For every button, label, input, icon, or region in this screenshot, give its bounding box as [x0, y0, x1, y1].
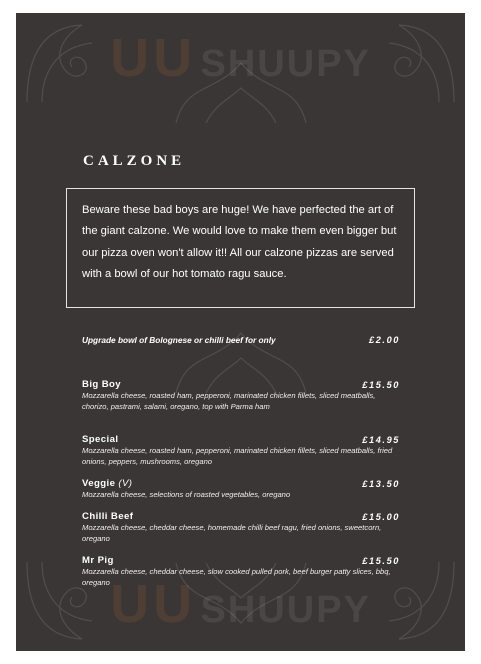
item-price: £15.00 [362, 512, 400, 522]
item-description: Mozzarella cheese, cheddar cheese, slow cooked pulled pork, beef burger patty slices, bbq, oregano [82, 567, 391, 587]
menu-item [82, 478, 402, 501]
item-description: Mozzarella cheese, cheddar cheese, homemade chilli beef ragu, fried onions, sweetcorn, oregano [82, 523, 382, 543]
intro-box [66, 188, 415, 308]
item-name: Mr Pig [82, 555, 114, 566]
item-price: £14.95 [362, 435, 400, 445]
logo-watermark: UU SHUUPY [110, 28, 371, 88]
menu-page [16, 13, 465, 651]
item-price: £13.50 [362, 479, 400, 489]
item-description: Mozzarella cheese, selections of roasted vegetables, oregano [82, 490, 291, 499]
menu-item [82, 555, 402, 588]
upgrade-price: £2.00 [369, 335, 400, 345]
menu-item [82, 511, 402, 544]
menu-item [82, 434, 402, 467]
menu-item [82, 379, 402, 412]
item-name: Special [82, 434, 119, 445]
intro-text: Beware these bad boys are huge! We have perfected the art of the giant calzone. We would love to make them even bigger but our pizza oven won't allow it!! All our calzone pizzas are served with a bowl of our hot tomato ragu sauce. [82, 204, 397, 281]
item-description: Mozzarella cheese, roasted ham, pepperoni, marinated chicken fillets, sliced meatballs, chorizo, pastrami, salami, oregano, top with Parma ham [82, 391, 376, 411]
item-name: Chilli Beef [82, 511, 134, 522]
item-name: Veggie (V) [82, 478, 133, 489]
section-title: CALZONE [83, 153, 186, 169]
item-price: £15.50 [362, 556, 400, 566]
upgrade-note: Upgrade bowl of Bolognese or chilli beef for only [82, 335, 276, 345]
logo-watermark: UU SHUUPY [110, 574, 371, 634]
item-description: Mozzarella cheese, roasted ham, pepperoni, marinated chicken fillets, sliced meatballs, fried onions, peppers, mushrooms, oregano [82, 446, 393, 466]
vegetarian-tag: (V) [118, 478, 133, 489]
item-name: Big Boy [82, 379, 122, 390]
item-price: £15.50 [362, 380, 400, 390]
